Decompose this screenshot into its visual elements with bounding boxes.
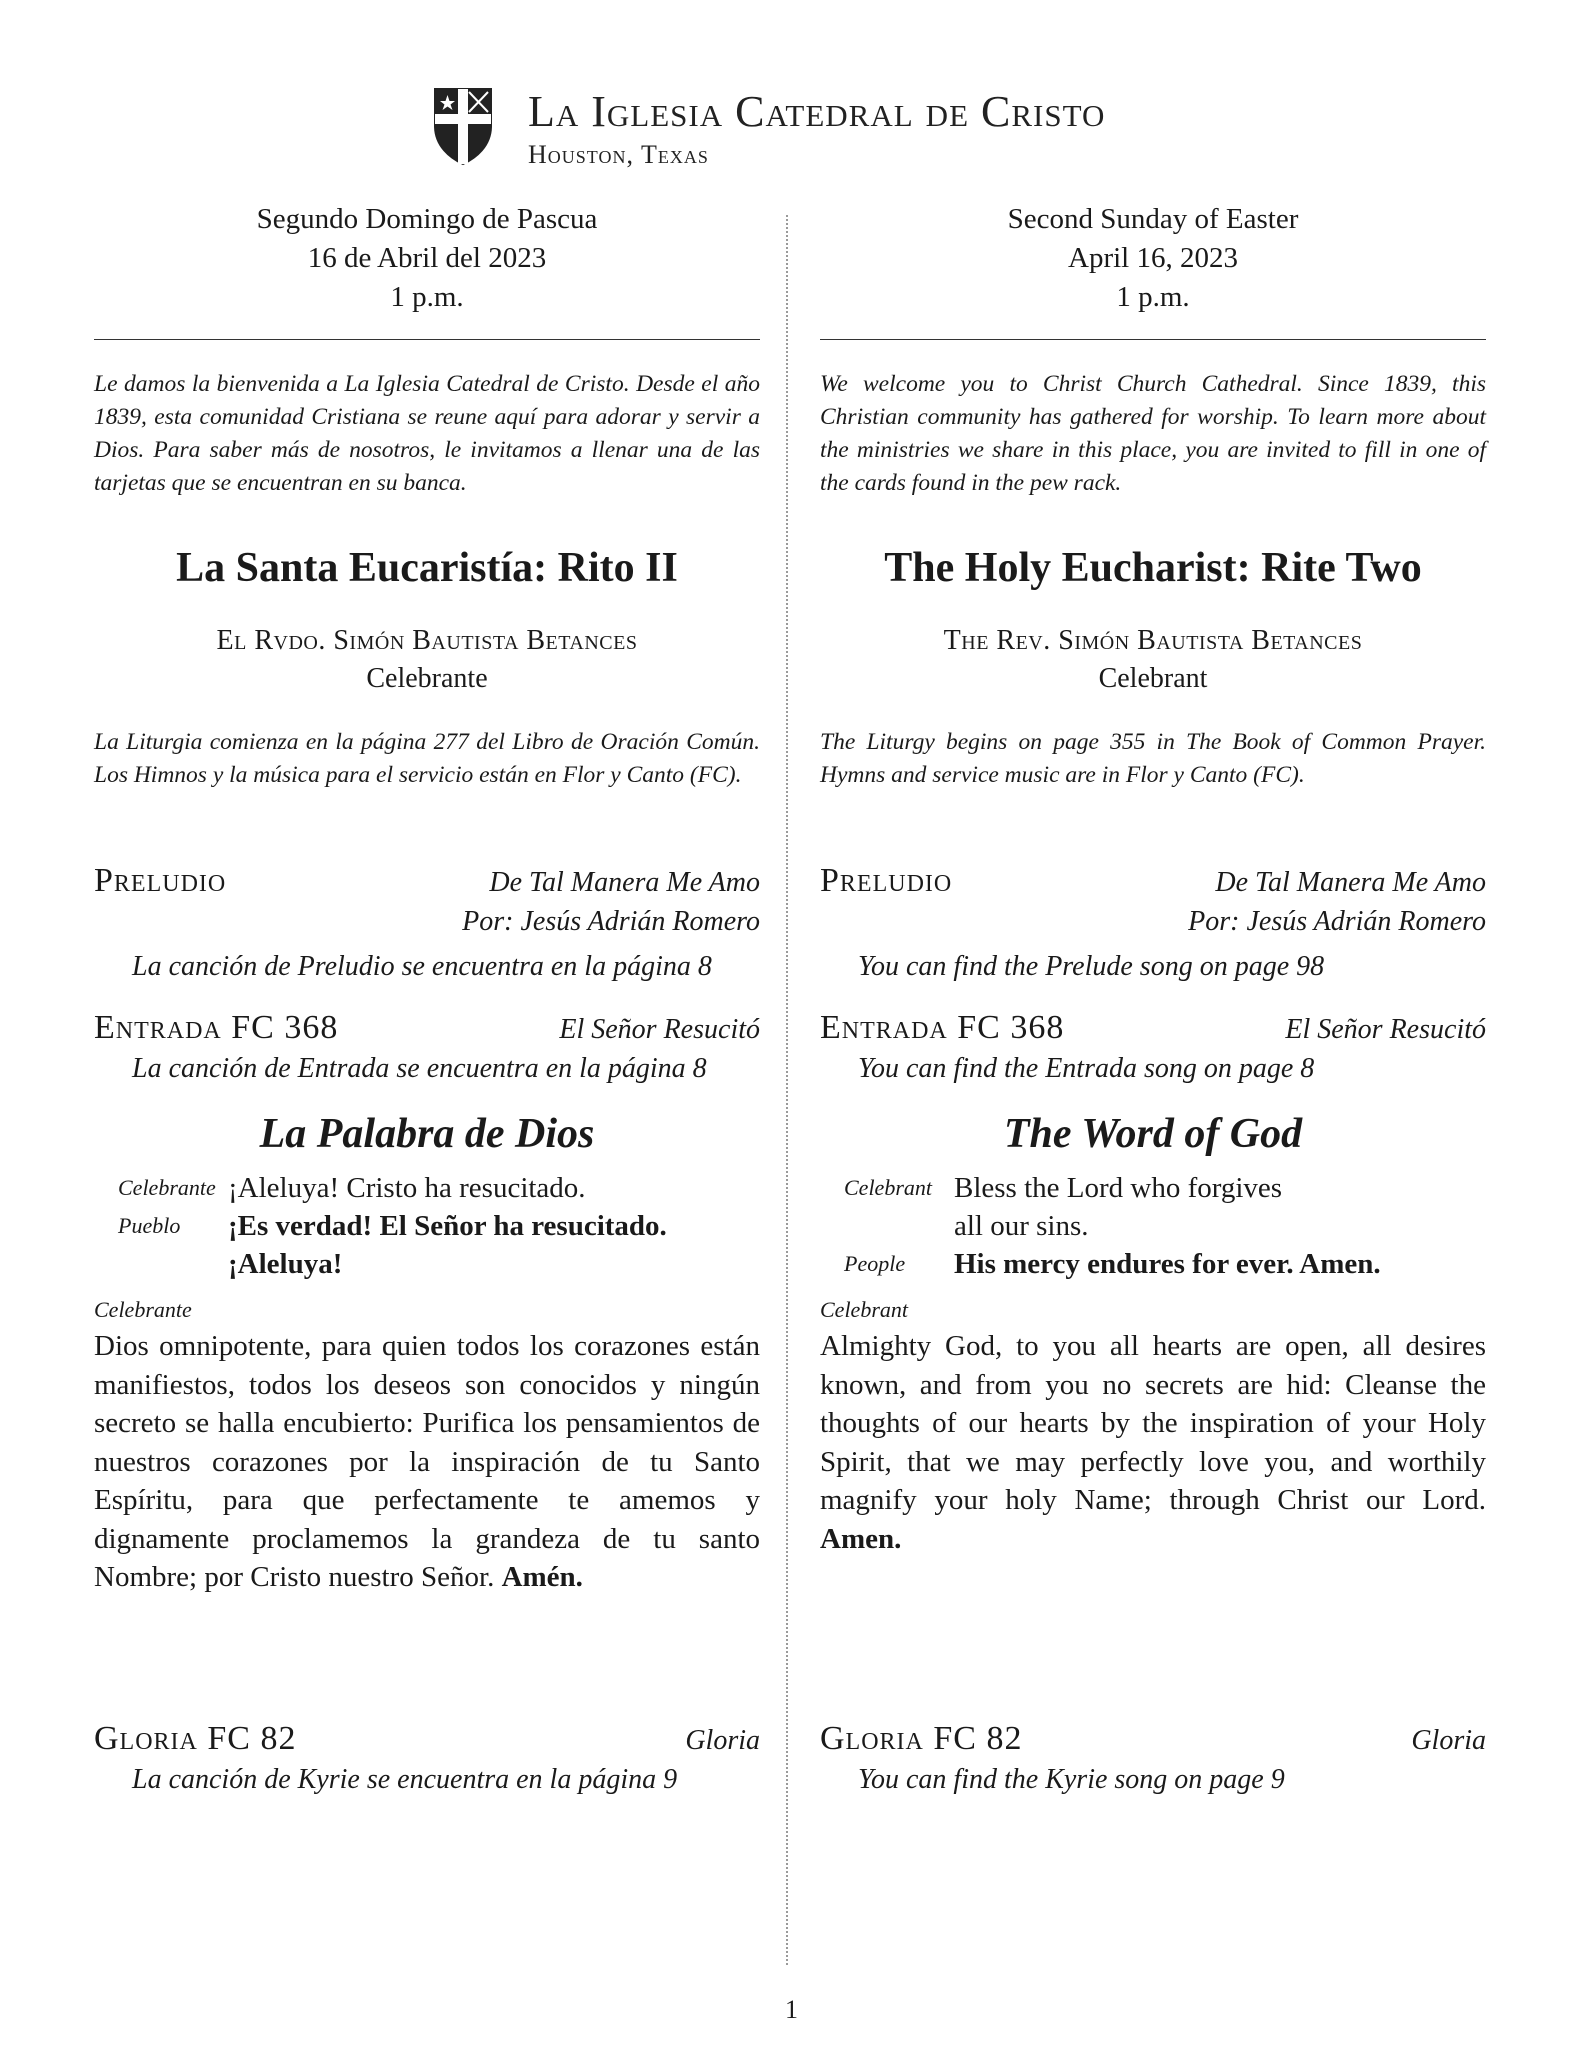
service-date-line: April 16, 2023 (1068, 242, 1238, 274)
gloria-title: Gloria (1411, 1725, 1486, 1756)
prayer-speaker: Celebrante (94, 1297, 192, 1322)
header-rule (820, 339, 1486, 340)
prelude-label: Preludio (820, 862, 953, 899)
entrada-label: Entrada FC 368 (820, 1009, 1065, 1046)
dialog-line: ¡Aleluya! Cristo ha resucitado. (228, 1172, 586, 1204)
prelude-composer: Por: Jesús Adrián Romero (462, 906, 760, 937)
dialog-speaker: Pueblo (118, 1213, 181, 1238)
collect-prayer (94, 1327, 760, 1597)
entrada-label: Entrada FC 368 (94, 1009, 339, 1046)
section-title: The Word of God (1003, 1111, 1303, 1157)
gloria-label: Gloria FC 82 (820, 1720, 1023, 1757)
service-title: La Santa Eucaristía: Rito II (176, 545, 678, 591)
prelude-label: Preludio (94, 862, 227, 899)
liturgy-note: The Liturgy begins on page 355 in The Book of Common Prayer. Hymns and service music are in Flor y Canto (FC). (820, 729, 1486, 788)
prayer-speaker: Celebrant (820, 1297, 908, 1322)
prelude-item (820, 862, 1486, 987)
dialog-row (94, 1169, 760, 1207)
entrada-title: El Señor Resucitó (1285, 1014, 1486, 1045)
prelude-title: De Tal Manera Me Amo (489, 867, 760, 898)
liturgy-note: La Liturgia comienza en la página 277 del Libro de Oración Común. Los Himnos y la música para el servicio están en Flor y Canto (FC). (94, 729, 760, 788)
welcome-text: Le damos la bienvenida a La Iglesia Catedral de Cristo. Desde el año 1839, esta comunidad Cristiana se reune aquí para adorar y servir a Dios. Para saber más de nosotros, le invitamos a llenar una de las tarjetas que se encuentran en su banca. (94, 371, 760, 496)
prelude-note: You can find the Prelude song on page 98 (858, 951, 1325, 982)
header-rule (94, 339, 760, 340)
service-date (94, 200, 760, 317)
column-divider (786, 215, 788, 1965)
dialog-row (94, 1207, 760, 1283)
prelude-item (94, 862, 760, 987)
prayer-amen: Amén. (501, 1561, 583, 1593)
gloria-item (820, 1720, 1486, 1800)
entrada-note: La canción de Entrada se encuentra en la página 8 (132, 1053, 707, 1084)
responsive-dialog (820, 1169, 1486, 1283)
dialog-row (820, 1169, 1486, 1245)
entrada-item (94, 1009, 760, 1089)
prayer-amen: Amen. (820, 1522, 902, 1555)
prelude-title: De Tal Manera Me Amo (1215, 867, 1486, 898)
service-day: Second Sunday of Easter (1007, 203, 1299, 235)
gloria-note: La canción de Kyrie se encuentra en la página 9 (132, 1764, 678, 1795)
service-time: 1 p.m. (1116, 281, 1190, 313)
church-city: Houston, Texas (528, 140, 709, 169)
prelude-composer: Por: Jesús Adrián Romero (1188, 906, 1486, 937)
section-title: La Palabra de Dios (259, 1111, 595, 1157)
celebrant-name: El Rvdo. Simón Bautista Betances (216, 625, 638, 656)
church-name: La Iglesia Catedral de Cristo (528, 87, 1106, 136)
service-date (820, 200, 1486, 317)
welcome-text: We welcome you to Christ Church Cathedral. Since 1839, this Christian community has gathered for worship. To learn more about the ministries we share in this place, you are invited to fill in one of the cards found in the pew rack. (820, 371, 1486, 496)
dialog-speaker: Celebrante (118, 1175, 216, 1200)
entrada-title: El Señor Resucitó (559, 1014, 760, 1045)
service-title: The Holy Eucharist: Rite Two (884, 545, 1422, 591)
celebrant-role: Celebrante (366, 663, 488, 694)
gloria-label: Gloria FC 82 (94, 1720, 297, 1757)
dialog-line: Bless the Lord who forgives (954, 1172, 1283, 1204)
gloria-item (94, 1720, 760, 1800)
service-date-line: 16 de Abril del 2023 (307, 242, 547, 274)
collect-prayer (820, 1327, 1486, 1558)
page-number: 1 (785, 1995, 798, 2024)
english-column (820, 200, 1486, 1558)
service-day: Segundo Domingo de Pascua (256, 203, 598, 235)
dialog-line: ¡Aleluya! (228, 1248, 343, 1280)
church-shield-icon (432, 86, 494, 166)
dialog-row (820, 1245, 1486, 1283)
prayer-text: Dios omnipotente, para quien todos los corazones están manifiestos, todos los deseos son conocidos y ningún secreto se halla encubierto: Purifica los pensamientos de nuestros corazones por la inspiración de tu Santo Espíritu, para que perfectamente te amemos y dignamente proclamemos la grandeza de tu santo Nombre; por Cristo nuestro Señor. (94, 1330, 760, 1593)
dialog-line: His mercy endures for ever. Amen. (954, 1248, 1381, 1280)
entrada-item (820, 1009, 1486, 1089)
gloria-title: Gloria (685, 1725, 760, 1756)
dialog-speaker: People (844, 1251, 906, 1276)
dialog-speaker: Celebrant (844, 1175, 932, 1200)
service-time: 1 p.m. (390, 281, 464, 313)
dialog-line: all our sins. (954, 1210, 1089, 1242)
celebrant-name: The Rev. Simón Bautista Betances (943, 625, 1363, 656)
spanish-column (94, 200, 760, 1597)
gloria-note: You can find the Kyrie song on page 9 (858, 1764, 1285, 1795)
dialog-line: ¡Es verdad! El Señor ha resucitado. (228, 1210, 667, 1242)
prelude-note: La canción de Preludio se encuentra en la página 8 (132, 951, 712, 982)
prayer-text: Almighty God, to you all hearts are open, all desires known, and from you no secrets are hid: Cleanse the thoughts of our hearts by the inspiration of your Holy Spirit, that we may perfectly love you, and worthily magnify your holy Name; through Christ our Lord. (820, 1330, 1486, 1516)
celebrant-role: Celebrant (1098, 663, 1208, 694)
responsive-dialog (94, 1169, 760, 1283)
entrada-note: You can find the Entrada song on page 8 (858, 1053, 1315, 1084)
